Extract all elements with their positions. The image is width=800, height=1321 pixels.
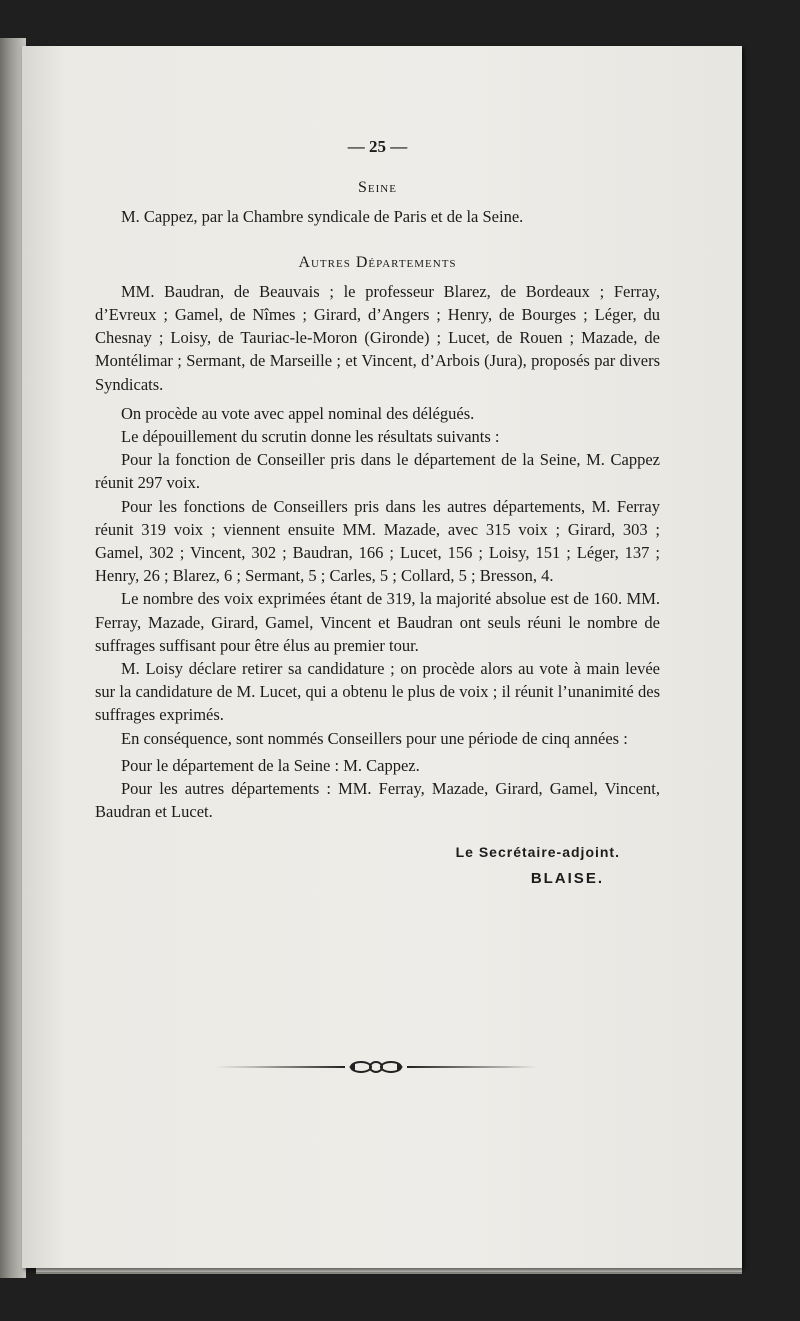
paragraph: Le dépouillement du scrutin donne les résultats suivants : [121, 427, 500, 447]
section-title-seine: Seine [358, 179, 397, 197]
paragraph: Pour les fonctions de Conseillers pris dans les autres départements, M. Ferray réunit 319 voix ; viennent ensuite MM. Mazade, avec 315 voix ; Girard, 303 ; Gamel, 302 ; Vincent, 302 ; Baudran, 166 ; Lucet, 156 ; Loisy, 151 ; Léger, 137 ; Henry, 26 ; Blarez, 6 ; Sermant, 5 ; Carles, 5 ; Collard, 5 ; Bresson, 4. [95, 496, 660, 586]
paragraph: Pour les autres départements : MM. Ferray, Mazade, Girard, Gamel, Vincent, Baudran et Lucet. [95, 779, 660, 822]
paragraph: M. Loisy déclare retirer sa candidature ; on procède alors au vote à main levée sur la candidature de M. Lucet, qui a obtenu le plus de voix ; il réunit l’unanimité des suffrages exprimés. [95, 659, 660, 725]
signature-title: Le Secrétaire-adjoint. [455, 844, 620, 861]
paragraph: En conséquence, sont nommés Conseillers pour une période de cinq années : [121, 728, 628, 748]
paragraph: Le nombre des voix exprimées étant de 319, la majorité absolue est de 160. MM. Ferray, Mazade, Girard, Gamel, Vincent et Baudran ont seuls réuni le nombre de suffrages suffisant pour être élus au premier tour. [95, 589, 660, 655]
paragraph: Pour le département de la Seine : M. Cappez. [121, 755, 420, 775]
paragraph: Pour la fonction de Conseiller pris dans le département de la Seine, M. Cappez réunit 297 voix. [95, 450, 660, 493]
paragraph-autres-departements: MM. Baudran, de Beauvais ; le professeur Blarez, de Bordeaux ; Ferray, d’Evreux ; Gamel, de Nîmes ; Girard, d’Angers ; Henry, de Bourges ; Léger, du Chesnay ; Loisy, de Tauriac-le-Moron (Gironde) ; Lucet, de Rouen ; Mazade, de Montélimar ; Sermant, de Marseille ; et Vincent, d’Arbois (Jura), proposés par divers Syndicats. [95, 281, 660, 394]
page-content [95, 135, 660, 890]
section-title-autres-departements: Autres Départements [298, 253, 457, 271]
paragraph: On procède au vote avec appel nominal des délégués. [121, 403, 475, 423]
signature-block [95, 841, 660, 889]
page-number: — 25 — [347, 137, 408, 156]
signature-name: BLAISE. [530, 869, 604, 887]
paragraph-seine: M. Cappez, par la Chambre syndicale de Paris et de la Seine. [121, 207, 524, 227]
ornament-divider-icon [215, 1060, 537, 1074]
